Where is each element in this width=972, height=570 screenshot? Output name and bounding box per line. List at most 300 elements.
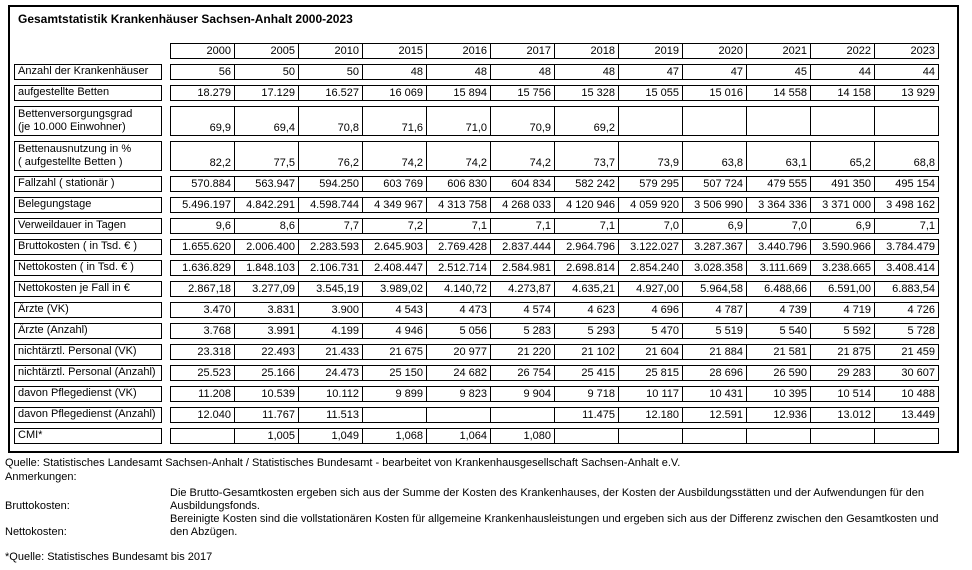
annotation-notes [5, 487, 967, 539]
table-cell: 6.883,54 [874, 281, 939, 297]
table-cell: 4 787 [682, 302, 747, 318]
year-header-cell: 2023 [874, 43, 939, 59]
table-cell: 6,9 [682, 218, 747, 234]
table-cell: 70,8 [298, 106, 363, 136]
row-label-line: Fallzahl ( stationär ) [18, 177, 115, 189]
table-cell: 10 431 [682, 386, 747, 402]
table-cell: 6,9 [810, 218, 875, 234]
table-cell: 65,2 [810, 141, 875, 171]
table-cell: 15 328 [554, 85, 619, 101]
table-cell: 2.645.903 [362, 239, 427, 255]
row-label [14, 218, 162, 234]
table-cell: 74,2 [426, 141, 491, 171]
row-label [14, 428, 162, 444]
table-cell: 21 884 [682, 344, 747, 360]
table-cell: 18.279 [170, 85, 235, 101]
table-cell: 3.028.358 [682, 260, 747, 276]
table-cell: 10.539 [234, 386, 299, 402]
year-header-cell: 2005 [234, 43, 299, 59]
table-cell: 50 [298, 64, 363, 80]
table-cell: 4 726 [874, 302, 939, 318]
table-cell: 26 590 [746, 365, 811, 381]
note-row [5, 513, 967, 539]
row-label-line: Nettokosten ( in Tsd. € ) [18, 261, 134, 273]
year-header-cells [170, 43, 939, 59]
table-cell: 14 558 [746, 85, 811, 101]
table-cell: 11.475 [554, 407, 619, 423]
table-cell: 24.473 [298, 365, 363, 381]
table-cell: 5 056 [426, 323, 491, 339]
table-cell: 491 350 [810, 176, 875, 192]
table-cell: 2.867,18 [170, 281, 235, 297]
table-cell: 4 349 967 [362, 197, 427, 213]
table-cell: 13.012 [810, 407, 875, 423]
table-cell: 1,068 [362, 428, 427, 444]
year-header-row [14, 43, 939, 59]
table-cell: 8,6 [234, 218, 299, 234]
year-header-cell: 2015 [362, 43, 427, 59]
table-cell: 70,9 [490, 106, 555, 136]
table-cell: 4 574 [490, 302, 555, 318]
table-cell: 4.199 [298, 323, 363, 339]
table-cell: 17.129 [234, 85, 299, 101]
row-label-line: Anzahl der Krankenhäuser [18, 65, 149, 77]
table-cell: 2.283.593 [298, 239, 363, 255]
table-cell: 71,0 [426, 106, 491, 136]
table-cell: 20 977 [426, 344, 491, 360]
table-cell: 604 834 [490, 176, 555, 192]
table-cell: 4 946 [362, 323, 427, 339]
row-cells [170, 428, 939, 444]
year-header-cell: 2016 [426, 43, 491, 59]
table-row [14, 323, 939, 339]
table-cell: 5 519 [682, 323, 747, 339]
table-cell: 3 364 336 [746, 197, 811, 213]
row-label-line: davon Pflegedienst (Anzahl) [18, 408, 156, 420]
table-cell [810, 428, 875, 444]
table-cell: 74,2 [490, 141, 555, 171]
table-cell: 68,8 [874, 141, 939, 171]
row-label-line: Ärzte (VK) [18, 303, 69, 315]
table-cell: 4 719 [810, 302, 875, 318]
year-header-cell: 2010 [298, 43, 363, 59]
table-cell: 25 415 [554, 365, 619, 381]
table-cell: 2.512.714 [426, 260, 491, 276]
table-cell: 63,8 [682, 141, 747, 171]
table-cell: 3.470 [170, 302, 235, 318]
table-row [14, 281, 939, 297]
year-header-cell: 2000 [170, 43, 235, 59]
table-cell: 12.936 [746, 407, 811, 423]
table-cell: 50 [234, 64, 299, 80]
row-label [14, 239, 162, 255]
row-cells [170, 302, 939, 318]
row-label-spacer [14, 43, 162, 59]
table-cell: 4 543 [362, 302, 427, 318]
table-cell [746, 428, 811, 444]
table-cell: 3.111.669 [746, 260, 811, 276]
table-cell: 45 [746, 64, 811, 80]
row-label [14, 407, 162, 423]
table-cell: 73,7 [554, 141, 619, 171]
table-cell: 69,9 [170, 106, 235, 136]
row-label-line: Nettokosten je Fall in € [18, 282, 130, 294]
table-cell: 9 899 [362, 386, 427, 402]
table-cell: 13 929 [874, 85, 939, 101]
table-cell: 23.318 [170, 344, 235, 360]
year-header-cell: 2020 [682, 43, 747, 59]
table-cell: 570.884 [170, 176, 235, 192]
table-cell: 29 283 [810, 365, 875, 381]
table-cell: 3.768 [170, 323, 235, 339]
table-cell: 21 102 [554, 344, 619, 360]
table-cell: 5 470 [618, 323, 683, 339]
table-cell: 6.591,00 [810, 281, 875, 297]
table-cell: 5 283 [490, 323, 555, 339]
table-cell: 56 [170, 64, 235, 80]
table-cell: 21 459 [874, 344, 939, 360]
row-label [14, 281, 162, 297]
table-cell: 21.433 [298, 344, 363, 360]
table-cell [618, 106, 683, 136]
table-cell: 3 371 000 [810, 197, 875, 213]
table-cell: 2.006.400 [234, 239, 299, 255]
table-cell: 2.106.731 [298, 260, 363, 276]
row-cells [170, 281, 939, 297]
table-cell: 12.180 [618, 407, 683, 423]
table-cell: 7,1 [490, 218, 555, 234]
table-cell: 4.273,87 [490, 281, 555, 297]
table-cell [490, 407, 555, 423]
table-cell: 3 498 162 [874, 197, 939, 213]
table-cell: 69,4 [234, 106, 299, 136]
table-cell: 12.591 [682, 407, 747, 423]
table-cell [682, 428, 747, 444]
table-cell: 15 756 [490, 85, 555, 101]
table-cell: 48 [362, 64, 427, 80]
row-cells [170, 239, 939, 255]
row-label-line: ( aufgestellte Betten ) [18, 156, 123, 168]
table-cell: 76,2 [298, 141, 363, 171]
table-cell: 47 [618, 64, 683, 80]
table-cell: 3.238.665 [810, 260, 875, 276]
row-label [14, 85, 162, 101]
table-cell: 582 242 [554, 176, 619, 192]
table-cell: 15 016 [682, 85, 747, 101]
row-label-line: Bettenversorgungsgrad [18, 108, 133, 120]
table-cell: 21 675 [362, 344, 427, 360]
table-cell: 2.837.444 [490, 239, 555, 255]
table-frame [8, 5, 959, 453]
table-cell: 603 769 [362, 176, 427, 192]
table-cell: 11.208 [170, 386, 235, 402]
row-label-line: CMI* [18, 429, 43, 441]
table-cell: 26 754 [490, 365, 555, 381]
table-cell: 5 592 [810, 323, 875, 339]
table-cell: 7,0 [618, 218, 683, 234]
table-cell: 48 [490, 64, 555, 80]
row-label [14, 365, 162, 381]
row-cells [170, 386, 939, 402]
table-cell: 3.545,19 [298, 281, 363, 297]
row-label-line: Bruttokosten ( in Tsd. € ) [18, 240, 138, 252]
row-label-line: Belegungstage [18, 198, 92, 210]
table-cell: 7,1 [426, 218, 491, 234]
table-cell [682, 106, 747, 136]
table-cell: 9 718 [554, 386, 619, 402]
table-cell: 4 696 [618, 302, 683, 318]
table-cell: 5 293 [554, 323, 619, 339]
note-text: Die Brutto-Gesamtkosten ergeben sich aus der Summe der Kosten des Krankenhauses, der Kosten der Ausbildungsstätten und der Aufwendungen für den Ausbildungsfonds. [170, 487, 924, 512]
page-title: Gesamtstatistik Krankenhäuser Sachsen-Anhalt 2000-2023 [18, 12, 353, 26]
table-cell: 7,0 [746, 218, 811, 234]
table-cell: 69,2 [554, 106, 619, 136]
table-cell: 3.831 [234, 302, 299, 318]
table-cell: 21 220 [490, 344, 555, 360]
table-cell: 2.698.814 [554, 260, 619, 276]
year-header-cell: 2018 [554, 43, 619, 59]
table-cell: 5.964,58 [682, 281, 747, 297]
row-label [14, 106, 162, 136]
table-cell: 10 395 [746, 386, 811, 402]
table-cell: 22.493 [234, 344, 299, 360]
table-row [14, 260, 939, 276]
table-cell: 11.767 [234, 407, 299, 423]
table-cell: 28 696 [682, 365, 747, 381]
table-cell [554, 428, 619, 444]
year-header-cell: 2022 [810, 43, 875, 59]
row-cells [170, 260, 939, 276]
table-cell: 21 604 [618, 344, 683, 360]
table-cell: 1,005 [234, 428, 299, 444]
table-cell: 5 728 [874, 323, 939, 339]
note-label: Bruttokosten: [5, 500, 70, 512]
table-cell: 4 739 [746, 302, 811, 318]
table-cell: 9 904 [490, 386, 555, 402]
table-cell: 25.166 [234, 365, 299, 381]
table-cell: 1.848.103 [234, 260, 299, 276]
note-label: Nettokosten: [5, 526, 67, 538]
table-cell: 21 581 [746, 344, 811, 360]
table-cell: 3.122.027 [618, 239, 683, 255]
note-row [5, 487, 967, 513]
table-cell: 3.900 [298, 302, 363, 318]
table-cell [426, 407, 491, 423]
table-cell: 7,7 [298, 218, 363, 234]
table-cell: 507 724 [682, 176, 747, 192]
row-cells [170, 106, 939, 136]
row-label-line: Ärzte (Anzahl) [18, 324, 88, 336]
row-cells [170, 365, 939, 381]
row-cells [170, 85, 939, 101]
table-cell: 10 514 [810, 386, 875, 402]
table-cell: 7,1 [554, 218, 619, 234]
table-cell: 1,049 [298, 428, 363, 444]
table-cell: 4 120 946 [554, 197, 619, 213]
table-row [14, 176, 939, 192]
table-cell: 2.854.240 [618, 260, 683, 276]
table-cell: 44 [874, 64, 939, 80]
table-cell: 3.989,02 [362, 281, 427, 297]
table-cell: 16 069 [362, 85, 427, 101]
row-label-line: nichtärztl. Personal (VK) [18, 345, 137, 357]
table-cell: 6.488,66 [746, 281, 811, 297]
table-cell: 10.112 [298, 386, 363, 402]
table-cell: 4 268 033 [490, 197, 555, 213]
table-cell [362, 407, 427, 423]
footnote: *Quelle: Statistisches Bundesamt bis 2017 [5, 551, 213, 563]
year-header-cell: 2019 [618, 43, 683, 59]
table-cell: 5.496.197 [170, 197, 235, 213]
table-cell: 3 506 990 [682, 197, 747, 213]
row-cells [170, 218, 939, 234]
table-cell: 2.769.428 [426, 239, 491, 255]
table-row [14, 365, 939, 381]
table-cell: 25 815 [618, 365, 683, 381]
row-label [14, 141, 162, 171]
table-cell: 594.250 [298, 176, 363, 192]
table-cell: 1,064 [426, 428, 491, 444]
table-row [14, 428, 939, 444]
row-label [14, 302, 162, 318]
table-cell: 24 682 [426, 365, 491, 381]
table-cell: 4.140,72 [426, 281, 491, 297]
table-cell: 10 488 [874, 386, 939, 402]
table-cell: 4.635,21 [554, 281, 619, 297]
row-label-line: davon Pflegedienst (VK) [18, 387, 137, 399]
table-cell: 73,9 [618, 141, 683, 171]
table-cell: 71,6 [362, 106, 427, 136]
table-row [14, 85, 939, 101]
table-row [14, 386, 939, 402]
table-row [14, 407, 939, 423]
note-text: Bereinigte Kosten sind die vollstationären Kosten für allgemeine Krankenhausleistungen und ergeben sich aus der Differenz zwischen den Gesamtkosten und den Abzügen. [170, 513, 939, 538]
table-cell: 15 894 [426, 85, 491, 101]
table-cell: 4.842.291 [234, 197, 299, 213]
table-cell: 3.991 [234, 323, 299, 339]
table-row [14, 197, 939, 213]
row-cells [170, 141, 939, 171]
table-cell: 9 823 [426, 386, 491, 402]
table-cell: 1,080 [490, 428, 555, 444]
table-row [14, 302, 939, 318]
table-cell: 3.440.796 [746, 239, 811, 255]
table-cell: 25 150 [362, 365, 427, 381]
table-cell: 4 623 [554, 302, 619, 318]
table-row [14, 141, 939, 171]
table-cell: 4 473 [426, 302, 491, 318]
table-cell: 495 154 [874, 176, 939, 192]
table-cell: 2.584.981 [490, 260, 555, 276]
table-cell: 4 313 758 [426, 197, 491, 213]
annotations-label: Anmerkungen: [5, 471, 77, 483]
table-cell: 47 [682, 64, 747, 80]
row-label-line: (je 10.000 Einwohner) [18, 121, 126, 133]
table-cell: 30 607 [874, 365, 939, 381]
source-line: Quelle: Statistisches Landesamt Sachsen-Anhalt / Statistisches Bundesamt - bearbeitet von Krankenhausgesellschaft Sachsen-Anhalt e.V. [5, 457, 681, 469]
table-cell [810, 106, 875, 136]
row-label-line: nichtärztl. Personal (Anzahl) [18, 366, 156, 378]
table-cell: 1.655.620 [170, 239, 235, 255]
row-cells [170, 64, 939, 80]
table-cell: 4.598.744 [298, 197, 363, 213]
table-cell: 563.947 [234, 176, 299, 192]
table-cell: 12.040 [170, 407, 235, 423]
table-cell: 74,2 [362, 141, 427, 171]
statistics-table [14, 43, 939, 449]
footer [5, 457, 967, 564]
table-cell: 7,2 [362, 218, 427, 234]
year-header-cell: 2021 [746, 43, 811, 59]
table-cell: 48 [554, 64, 619, 80]
table-cell: 21 875 [810, 344, 875, 360]
table-cell: 1.636.829 [170, 260, 235, 276]
table-cell: 3.287.367 [682, 239, 747, 255]
table-cell: 11.513 [298, 407, 363, 423]
table-cell: 13.449 [874, 407, 939, 423]
table-row [14, 106, 939, 136]
row-cells [170, 323, 939, 339]
row-label-line: Bettenausnutzung in % [18, 143, 132, 155]
year-header-cell: 2017 [490, 43, 555, 59]
table-cell [170, 428, 235, 444]
table-cell: 63,1 [746, 141, 811, 171]
table-cell: 9,6 [170, 218, 235, 234]
row-cells [170, 176, 939, 192]
row-label [14, 386, 162, 402]
row-label [14, 176, 162, 192]
table-cell: 10 117 [618, 386, 683, 402]
table-cell: 48 [426, 64, 491, 80]
table-cell: 16.527 [298, 85, 363, 101]
table-cell: 3.277,09 [234, 281, 299, 297]
table-cell: 4.927,00 [618, 281, 683, 297]
table-cell: 3.408.414 [874, 260, 939, 276]
table-cell [874, 106, 939, 136]
table-cell: 479 555 [746, 176, 811, 192]
table-cell: 3.590.966 [810, 239, 875, 255]
table-cell [746, 106, 811, 136]
row-label [14, 323, 162, 339]
table-cell: 77,5 [234, 141, 299, 171]
row-cells [170, 197, 939, 213]
table-cell: 7,1 [874, 218, 939, 234]
row-label-line: Verweildauer in Tagen [18, 219, 127, 231]
table-cell: 2.964.796 [554, 239, 619, 255]
row-cells [170, 407, 939, 423]
row-cells [170, 344, 939, 360]
table-cell: 15 055 [618, 85, 683, 101]
table-cell [874, 428, 939, 444]
table-row [14, 239, 939, 255]
table-cell: 25.523 [170, 365, 235, 381]
table-cell: 14 158 [810, 85, 875, 101]
table-row [14, 344, 939, 360]
table-cell: 3.784.479 [874, 239, 939, 255]
table-cell: 579 295 [618, 176, 683, 192]
table-cell: 44 [810, 64, 875, 80]
table-cell [618, 428, 683, 444]
row-label [14, 260, 162, 276]
row-label-line: aufgestellte Betten [18, 86, 110, 98]
row-label [14, 344, 162, 360]
table-row [14, 64, 939, 80]
table-cell: 4 059 920 [618, 197, 683, 213]
table-row [14, 218, 939, 234]
row-label [14, 64, 162, 80]
table-cell: 606 830 [426, 176, 491, 192]
row-label [14, 197, 162, 213]
